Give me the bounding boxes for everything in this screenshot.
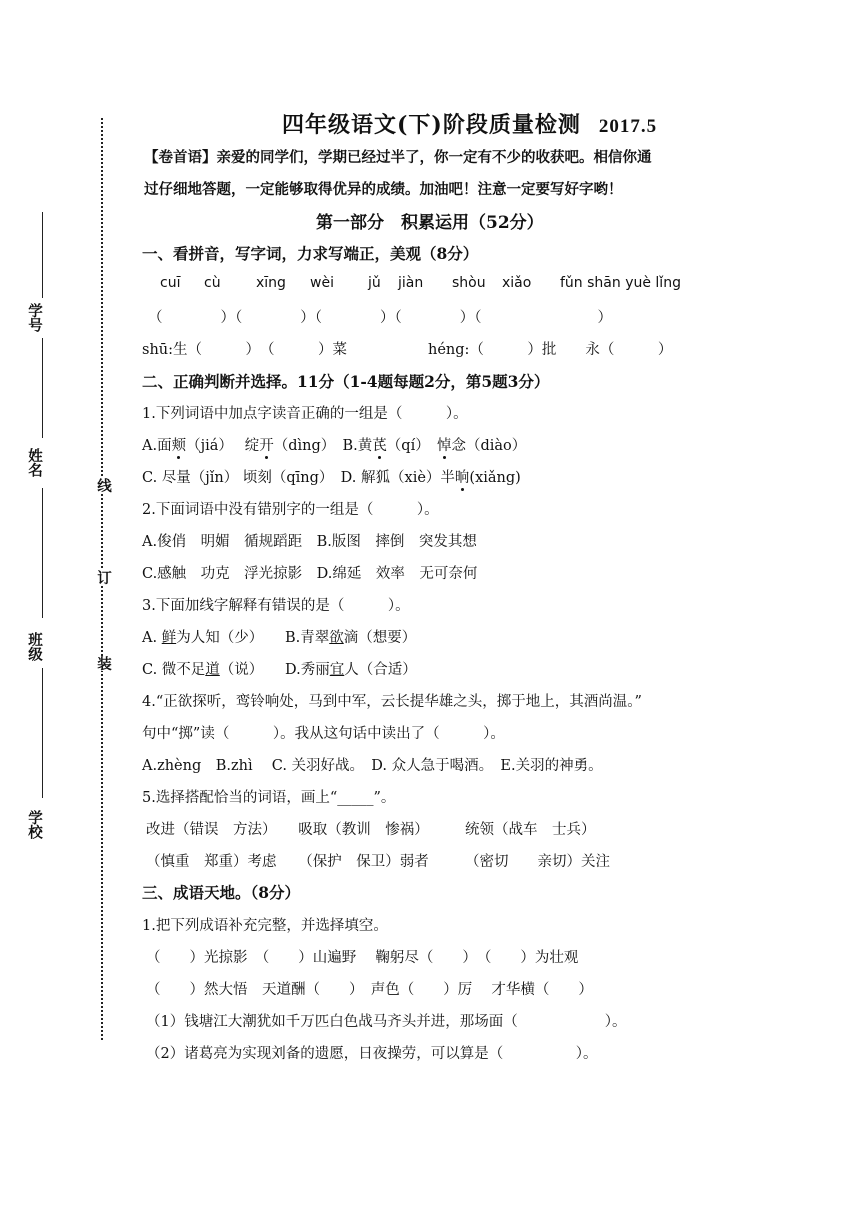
pinyin-jian: jiàn [398,275,424,291]
cut-mark-ding: 订 [95,570,112,585]
student-id-label: 学号 [26,303,43,332]
name-blank [42,338,43,438]
idiom-fill-1: （1）钱塘江大潮犹如千万匹白色战马齐头并进，那场面（ ）。 [146,1014,627,1030]
title-text: 四年级语文(下)阶段质量检测 [282,112,581,138]
intro-line-2: 过仔细地答题，一定能够取得优异的成绩。加油吧！注意一定要写好字哟！ [144,181,623,198]
school-blank [42,668,43,798]
q3-stem: 3.下面加线字解释有错误的是（ ）。 [142,598,410,614]
pinyin-cui: cuī [160,275,181,291]
cut-mark-xian: 线 [95,478,112,493]
q1-stem: 1.下列词语中加点字读音正确的一组是（ ）。 [142,406,468,422]
q2-stem: 2.下面词语中没有错别字的一组是（ ）。 [142,502,439,518]
exam-title [282,108,657,139]
q3-options-cd: C. 微不足道（说） D.秀丽宜人（合适） [142,662,417,678]
class-label: 班级 [26,632,43,661]
q5-stem: 5.选择搭配恰当的词语，画上“_____”。 [142,790,396,806]
pinyin-xiao: xiǎo [502,275,532,291]
q1-options-ab: A.面颊（jiá） 绽开（dìng） B.黄芪（qí） 悼念（diào） [142,438,527,454]
idiom-row-1: （ ）光掠影 （ ）山遍野 鞠躬尽（ ） （ ）为壮观 [146,950,579,966]
answer-brackets-row: （ ）（ ）（ ）（ ）（ ） [148,310,612,326]
q5-row-1: 改进（错误 方法） 吸取（教训 惨祸） 统领（战车 士兵） [146,822,596,838]
heng-row: héng:（ ）批 永（ ） [428,342,673,358]
pinyin-ju: jǔ [368,275,381,291]
pinyin-xing: xīng [256,275,286,291]
q4-options: A.zhèng B.zhì C. 关羽好战。 D. 众人急于喝酒。 E.关羽的神勇。 [142,758,603,774]
intro-line-1: 【卷首语】亲爱的同学们，学期已经过半了，你一定有不少的收获吧。相信你通 [144,149,652,166]
class-blank [42,488,43,618]
cut-mark-zhuang: 装 [95,656,112,671]
idiom-fill-2: （2）诸葛亮为实现刘备的遗愿，日夜操劳，可以算是（ ）。 [146,1046,598,1062]
school-label: 学校 [26,810,43,839]
pinyin-shou: shòu [452,275,486,291]
section3-heading: 三、成语天地。（8分） [142,883,301,902]
pinyin-wei: wèi [310,275,334,291]
q5-row-2: （慎重 郑重）考虑 （保护 保卫）弱者 （密切 亲切）关注 [146,854,610,870]
q4-line-1: 4.“正欲探听，鸾铃响处，马到中军，云长提华雄之头，掷于地上，其酒尚温。” [142,694,642,710]
s3-q1-stem: 1.把下列成语补充完整，并选择填空。 [142,918,388,934]
shu-row: shū:生（ ） （ ）菜 [142,342,348,358]
q2-options-ab: A.俊俏 明媚 循规蹈距 B.版图 摔倒 突发其想 [142,534,477,550]
q4-line-2: 句中“掷”读（ ）。我从这句话中读出了（ ）。 [142,726,505,742]
q2-options-cd: C.感触 功克 浮光掠影 D.绵延 效率 无可奈何 [142,566,478,582]
exam-year: 2017.5 [598,116,658,137]
section1-heading: 一、看拼音，写字词，力求写端正，美观（8分） [142,244,479,263]
pinyin-phrase: fǔn shān yuè lǐng [560,275,681,291]
pinyin-cu: cù [204,275,221,291]
idiom-row-2: （ ）然大悟 天道酬（ ） 声色（ ）厉 才华横（ ） [146,982,593,998]
name-label: 姓名 [26,448,43,477]
student-id-blank [42,212,43,298]
part1-title: 第一部分 积累运用（52分） [316,213,544,233]
section2-heading: 二、正确判断并选择。11分（1-4题每题2分，第5题3分） [142,372,550,391]
q1-options-cd: C. 尽量（jǐn） 顷刻（qīng） D. 解狐（xiè）半晌(xiǎng) [142,470,521,486]
q3-options-ab: A. 鲜为人知（少） B.青翠欲滴（想要） [142,630,417,646]
